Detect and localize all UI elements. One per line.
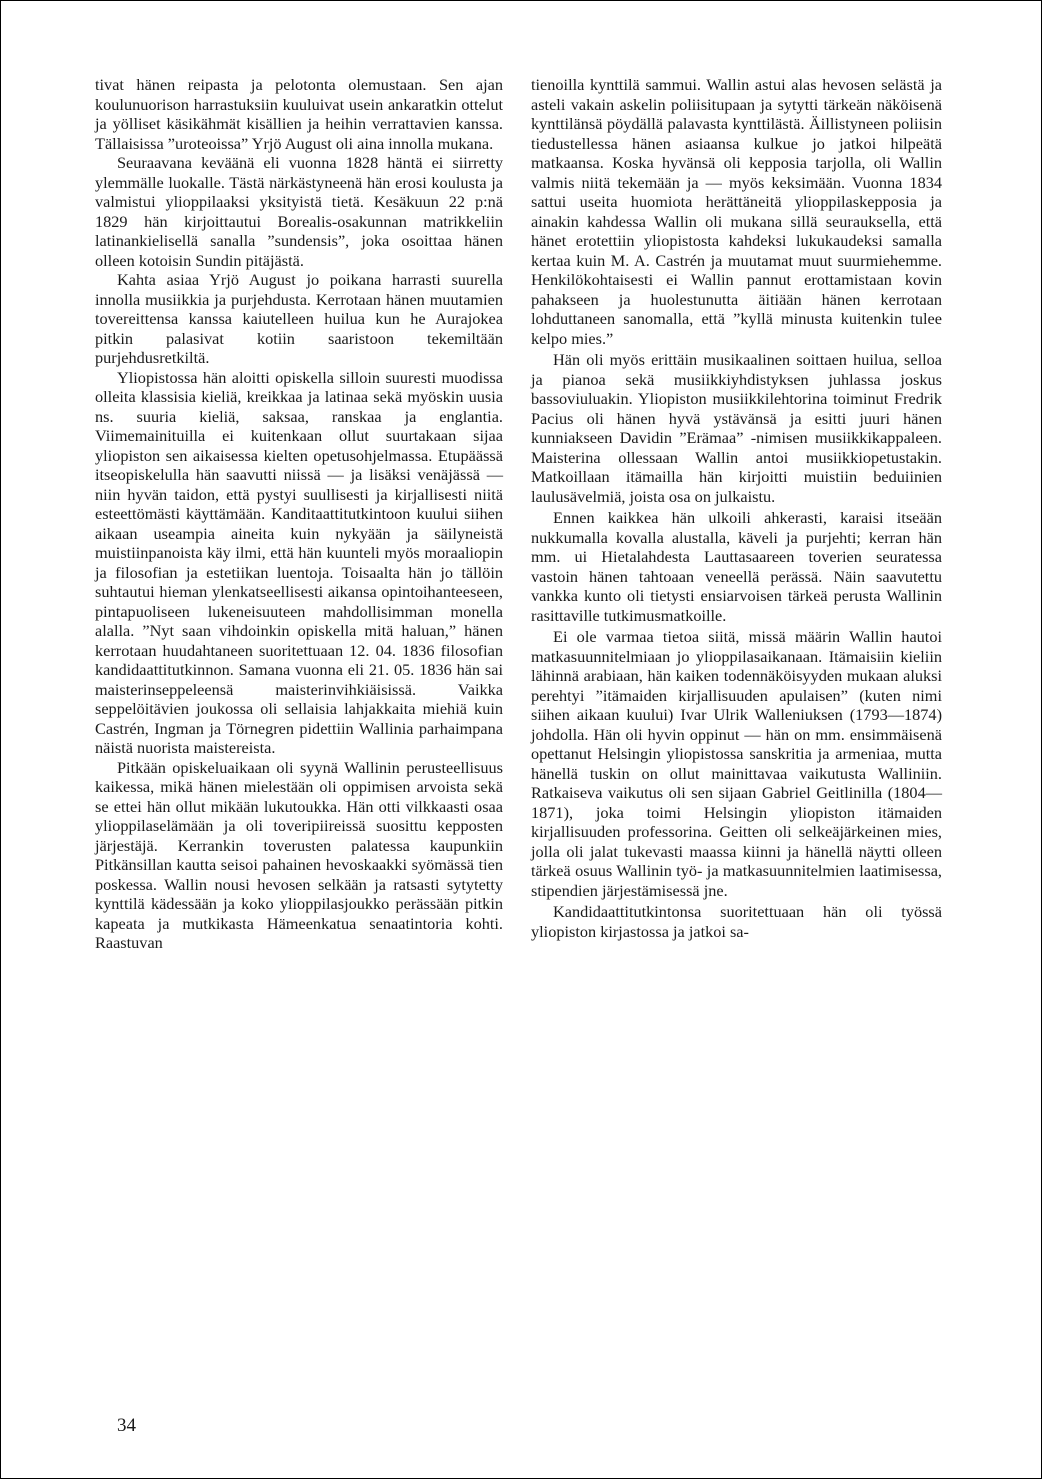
paragraph: tivat hänen reipasta ja pelotonta olemustaan. Sen ajan koulunuorison harrastuksiin kuuluivat usein ankaratkin ottelut ja yölliset käsikähmät kisällien ja heihin verrattavien kanssa. Tällaisissa ”uroteoissa” Yrjö August oli aina innolla mukana. [95, 75, 503, 153]
right-text-column [531, 75, 942, 941]
paragraph: Seuraavana keväänä eli vuonna 1828 häntä ei siirretty ylemmälle luokalle. Tästä närkästyneenä hän erosi koulusta ja valmistui ylioppilaaksi yksityistä tietä. Kesäkuun 22 p:nä 1829 hän kirjoittautui Borealis-osakunnan matrikkeliin latinankielisellä sanalla ”sundensis”, joka osoittaa hänen olleen kotoisin Sundin pitäjästä. [95, 153, 503, 270]
paragraph: Kahta asiaa Yrjö August jo poikana harrasti suurella innolla musiikkia ja purjehdusta. Kerrotaan hänen muutamien tovereittensa kanssa kaiutelleen huilua kun he Aurajokea pitkin palasivat kotiin saaristoon tekemiltään purjehdusretkiltä. [95, 270, 503, 367]
paragraph: Ei ole varmaa tietoa siitä, missä määrin Wallin hautoi matkasuunnitelmiaan jo ylioppilasaikanaan. Itämaisiin kieliin lähinnä arabiaan, hän kaiken todennäköisyyden mukaan aluksi perehtyi ”itämaiden kirjallisuuden apulaisen” (kuten nimi siihen aikaan kuului) Ivar Ulrik Walleniuksen (1793—1874) johdolla. Hän oli hyvin oppinut — hän on mm. ensimmäisenä opettanut Helsingin yliopistossa sanskritia ja armeniaa, mutta hänellä tuskin on ollut mainittavaa vaikutusta Walliniin. Ratkaiseva vaikutus oli sen sijaan Gabriel Geitlinilla (1804—1871), joka toimi Helsingin yliopiston itämaiden kirjallisuuden professorina. Geitten oli selkeäjärkeinen mies, jolla oli jalat tukevasti maassa kiinni ja hänellä näytti olleen tärkeä osuus Wallinin työ- ja matkasuunnitelmien laatimisessa, stipendien järjestämisessä jne. [531, 627, 942, 900]
paragraph: Ennen kaikkea hän ulkoili ahkerasti, karaisi itseään nukkumalla kovalla alustalla, käveli ja purjehti; kerran hän mm. ui Hietalahdesta Lauttasaareen toverien seuratessa vastoin hänen tahtoaan veneellä perässä. Näin saavutettu vankka kunto oli tietysti ensiarvoisen tärkeä perusta Wallinin rasittaville tutkimusmatkoille. [531, 508, 942, 625]
paragraph: Pitkään opiskeluaikaan oli syynä Wallinin perusteellisuus kaikessa, mikä hänen mielestään oli oppimisen arvoista sekä se ettei hän ollut mikään lukutoukka. Hän otti vilkkaasti osaa ylioppilaselämään ja oli toveripiireissä suosittu kepposten järjestäjä. Kerrankin toverusten palatessa kaupunkiin Pitkänsillan kautta seisoi pahainen hevoskaakki syömässä tien poskessa. Wallin nousi hevosen selkään ja ratsasti sytytetty kynttilä kädessään ja koko ylioppilasjoukko perässään pitkin kapeata ja mutkikasta Hämeenkatua senaatintoria kohti. Raastuvan [95, 757, 503, 952]
page-number: 34 [117, 1415, 136, 1436]
paragraph: Kandidaattitutkintonsa suoritettuaan hän oli työssä yliopiston kirjastossa ja jatkoi sa- [531, 902, 942, 941]
paragraph: Yliopistossa hän aloitti opiskella silloin suuresti muodissa olleita klassisia kieliä, kreikkaa ja latinaa sekä myöskin uusia ns. suuria kieliä, saksaa, ranskaa ja englantia. Viimemainituilla ei kuitenkaan ollut suurtakaan sijaa yliopiston sen aikaisessa kielten opetusohjelmassa. Etupäässä itseopiskelulla hän saavutti niissä — ja lisäksi venäjässä — niin hyvän taidon, että pystyi suullisesti ja kirjallisesti niitä esteettömästi käyttämään. Kanditaattitutkintoon kuului siihen aikaan useampia aineita kuin nykyään ja säilyneistä muistiinpanoista käy ilmi, että hän kuunteli myös moraaliopin ja filosofian ja estetiikan luentoja. Toisaalta hän jo tällöin suhtautui hieman ylenkatseellisesti aikansa opintoihanteeseen, pintapuoliseen lukeneisuuteen mahdollisimman monella alalla. ”Nyt saan vihdoinkin opiskella mitä haluan,” hänen kerrotaan huudahtaneen suoritettuaan 12. 04. 1836 filosofian kandidaattitutkinnon. Samana vuonna eli 21. 05. 1836 hän sai maisterinseppeleensä maisterinvihkiäisissä. Vaikka seppelöitävien joukossa oli sellaisia lahjakkaita miehiä kuin Castrén, Ingman ja Törnegren pidettiin Wallinia parhaimpana näistä nuorista maistereista. [95, 367, 503, 757]
paragraph: Hän oli myös erittäin musikaalinen soittaen huilua, selloa ja pianoa sekä musiikkiyhdistyksen juhlassa joskus bassoviuluakin. Yliopiston musiikkilehtorina toiminut Fredrik Pacius oli hänen hyvä ystävänsä ja esitti juuri hänen kunniakseen Davidin ”Erämaa” -nimisen musiikkikappaleen. Maisterina ollessaan Wallin antoi musiikkiopetustakin. Matkoillaan itämailla hän kirjoitti muistiin beduiinien laulusävelmiä, joista osa on julkaistu. [531, 350, 942, 506]
paragraph: tienoilla kynttilä sammui. Wallin astui alas hevosen selästä ja asteli vakain askelin poliisitupaan ja sytytti tärkeän näköisenä kynttilänsä pöydällä palavasta kynttilästä. Äillistyneen poliisin tiedustellessa hänen asiaansa kulkue jo jatkoi hilpeätä matkaansa. Koska hyvänsä oli kepposia tarjolla, oli Wallin valmis niitä tekemään ja — myös keksimään. Vuonna 1834 sattui useita huomiota herättäneitä ylioppilaskepposia ja ainakin kahdessa Wallin oli mukana sillä seurauksella, että hänet erotettiin yliopistosta kahdeksi lukukaudeksi samalla kertaa kuin M. A. Castrén ja muutamat muut suurmiehemme. Henkilökohtaisesti ei Wallin pannut erottamistaan kovin pahakseen ja huolestunutta äitiään hänen kerrotaan lohduttaneen sanomalla, että ”kyllä minusta kuitenkin tulee kelpo mies.” [531, 75, 942, 348]
left-text-column [95, 75, 503, 953]
